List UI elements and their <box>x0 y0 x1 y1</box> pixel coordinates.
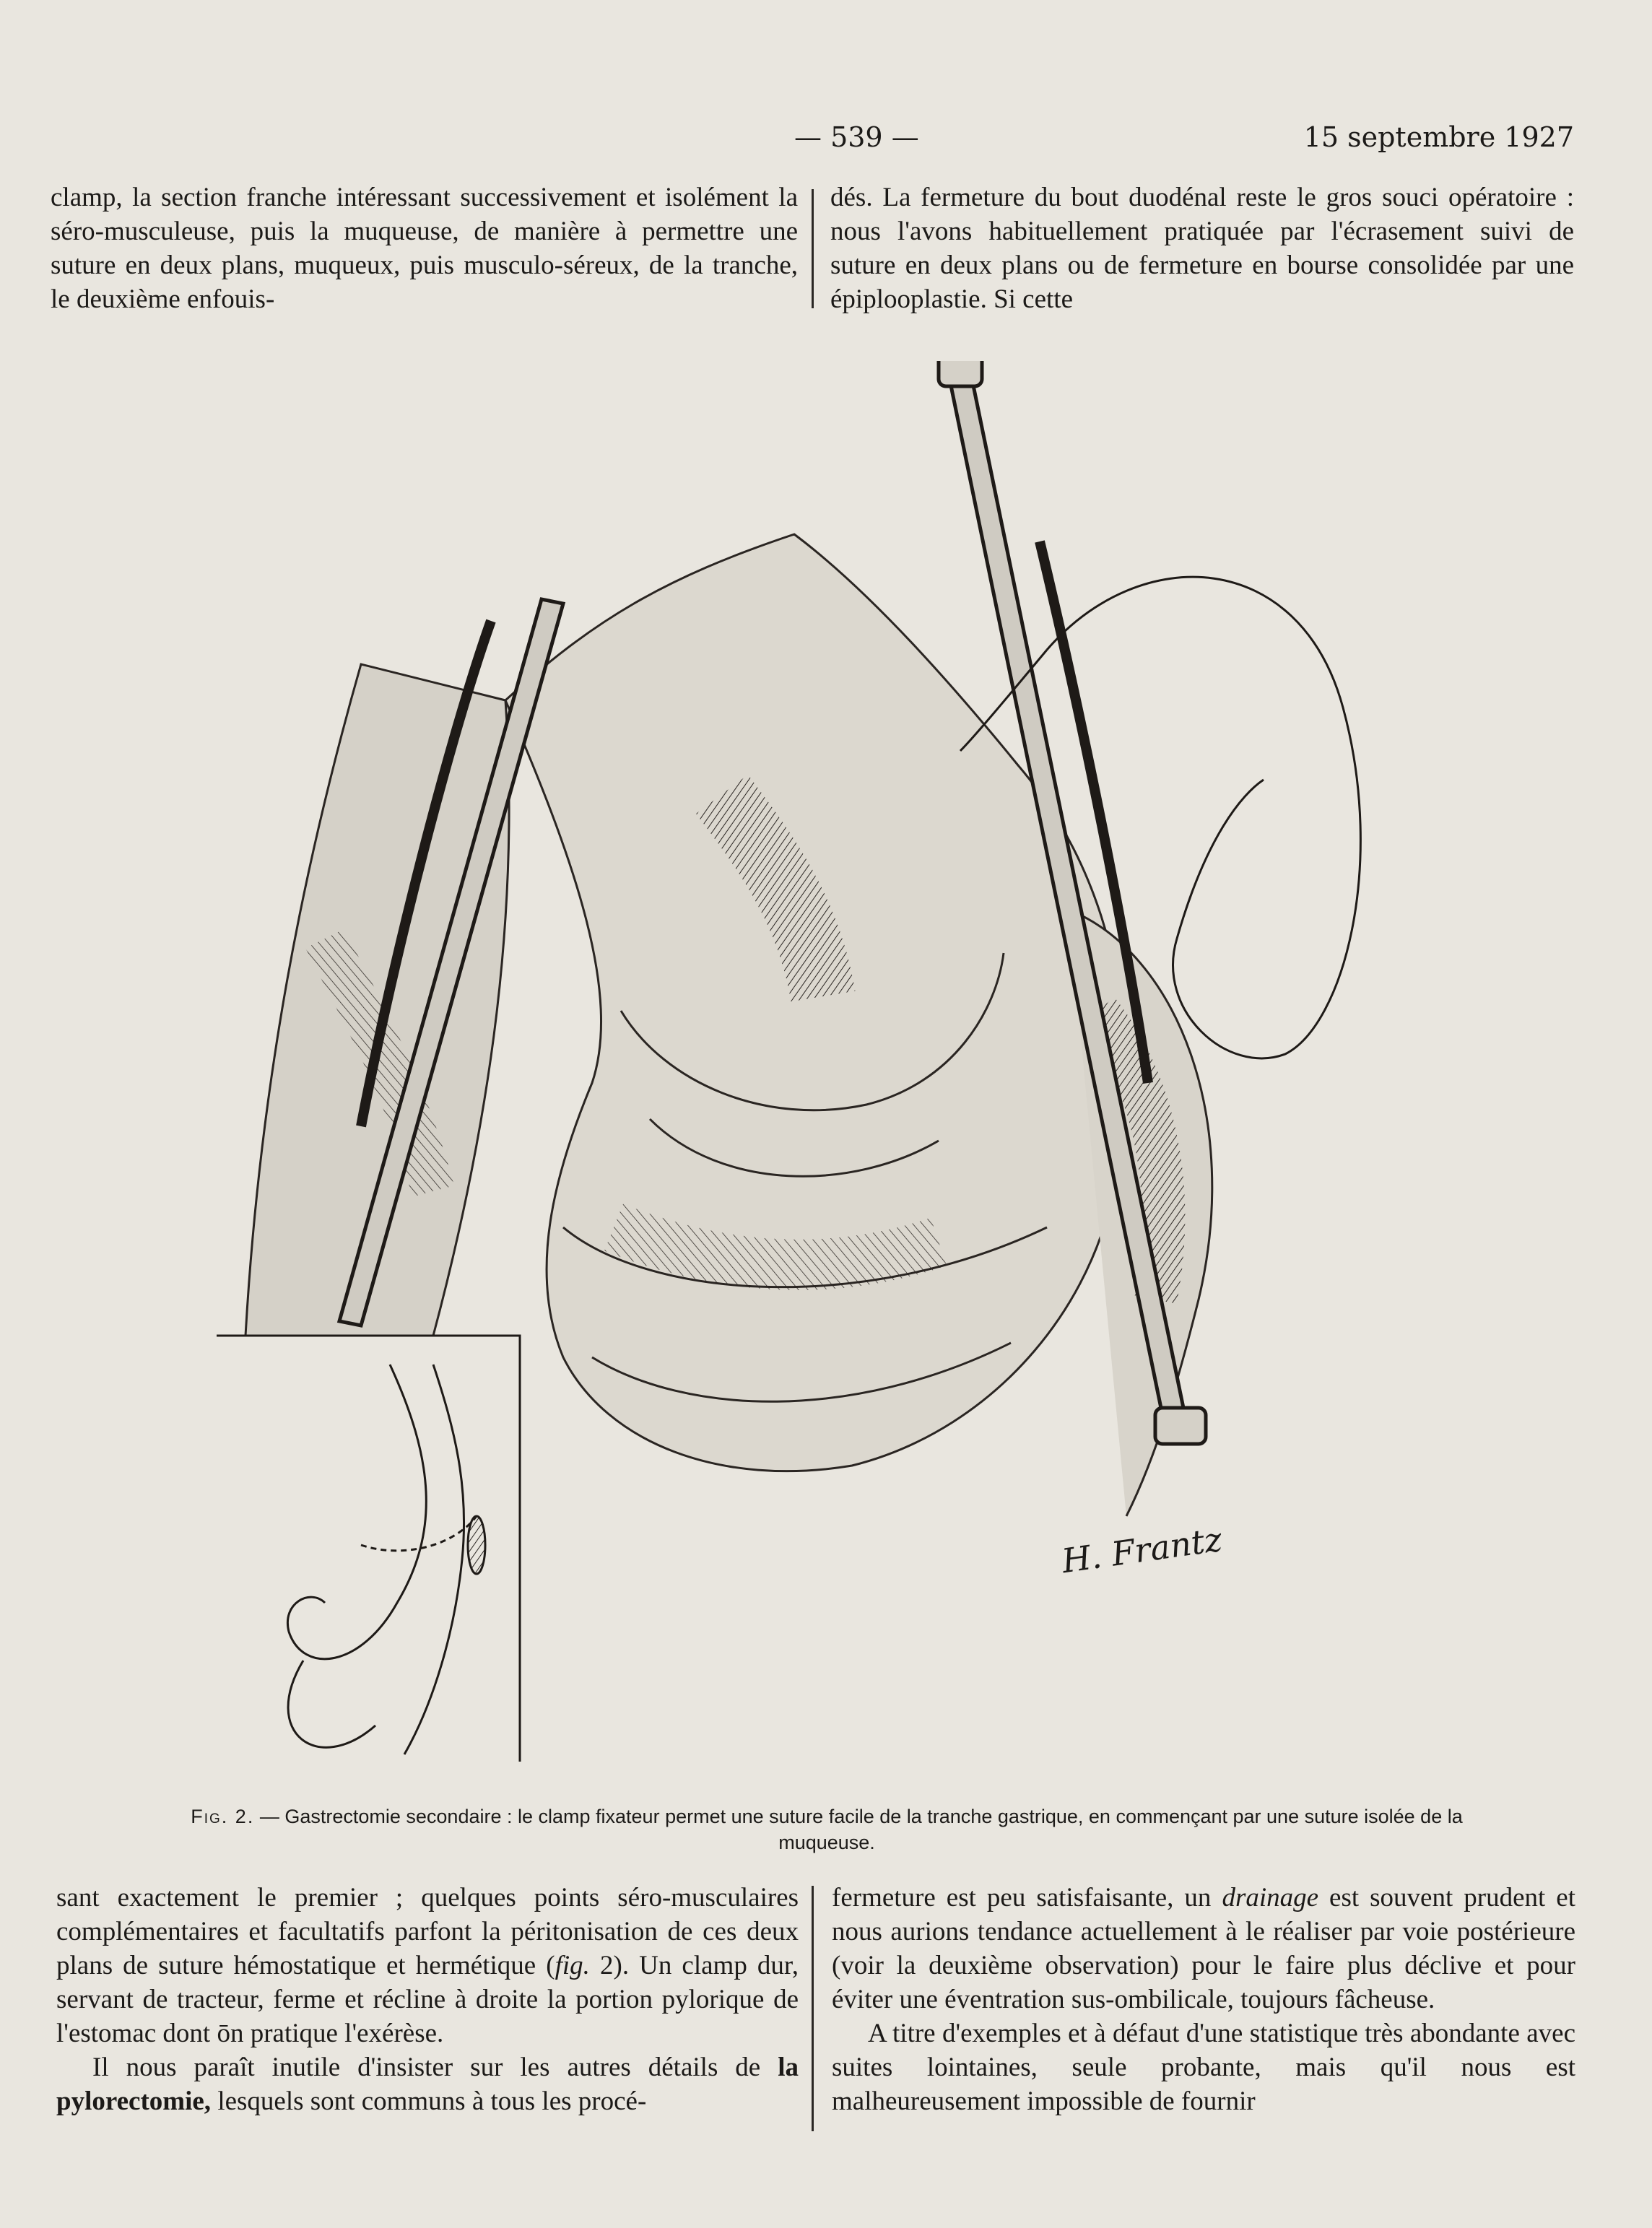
text-run: 2). Un clamp dur, servant de tracteur, ferme et récline à droite la portion pylorique de l'estomac dont ōn pratique l'exérèse. <box>56 1951 799 2048</box>
figure-caption <box>144 1803 1509 1855</box>
inset-diagram <box>217 1336 520 1762</box>
column-divider <box>812 189 814 308</box>
column-divider <box>812 1886 814 2131</box>
paragraph <box>56 2050 799 2118</box>
text-run: Il nous paraît inutile d'insister sur les autres détails de <box>92 2053 778 2082</box>
caption-text: — Gastrectomie secondaire : le clamp fixateur permet une suture facile de la tranche gastrique, en commençant par une suture isolée de la muqueuse. <box>259 1806 1463 1853</box>
text-column-top-left <box>51 180 798 316</box>
text-run: sant exactement le premier ; quelques points séro-musculaires complémentaires et facultatifs parfont la péritonisation de ces deux plans de suture hémostatique et hermétique ( <box>56 1883 799 1980</box>
text-run: lesquels sont communs à tous les procé- <box>211 2086 647 2116</box>
page-number: — 539 — <box>794 121 919 153</box>
paragraph: dés. La fermeture du bout duodénal reste le gros souci opératoire : nous l'avons habituellement pratiquée par l'écrasement suivi de suture en deux plans ou de fermeture en bourse consolidée par une épiplooplastie. Si cette <box>830 183 1574 314</box>
paragraph: A titre d'exemples et à défaut d'une statistique très abondante avec suites lointaines, seule probante, mais qu'il nous est malheureusement impossible de fournir <box>832 2019 1575 2116</box>
page-header <box>51 121 1574 165</box>
paragraph <box>56 1881 799 2050</box>
bold-term: la pylorectomie, <box>56 2053 799 2116</box>
surgical-illustration <box>217 361 1444 1798</box>
figure-reference: fig. <box>555 1951 590 1980</box>
text-column-bottom-right <box>832 1881 1575 2118</box>
figure-label: Fig. 2. <box>191 1806 255 1827</box>
illustrator-signature: H. Frantz <box>1059 1519 1225 1581</box>
text-run: fermeture est peu satisfaisante, un <box>832 1883 1222 1912</box>
text-column-top-right <box>830 180 1574 316</box>
issue-date: 15 septembre 1927 <box>1303 121 1574 153</box>
text-run: est souvent prudent et nous aurions tendance actuellement à le réaliser par voie postérieure (voir la deuxième observation) pour le faire plus déclive et pour éviter une éventration sus-ombilicale, toujours fâcheuse. <box>832 1883 1576 2014</box>
paragraph <box>832 1881 1575 2016</box>
paragraph: clamp, la section franche intéressant successivement et isolément la séro-musculeuse, puis la muqueuse, de manière à permettre une suture en deux plans, muqueux, puis musculo-séreux, de la tranche, le deuxième enfouis- <box>51 183 798 314</box>
italic-term: drainage <box>1222 1883 1319 1912</box>
text-column-bottom-left <box>56 1881 799 2118</box>
